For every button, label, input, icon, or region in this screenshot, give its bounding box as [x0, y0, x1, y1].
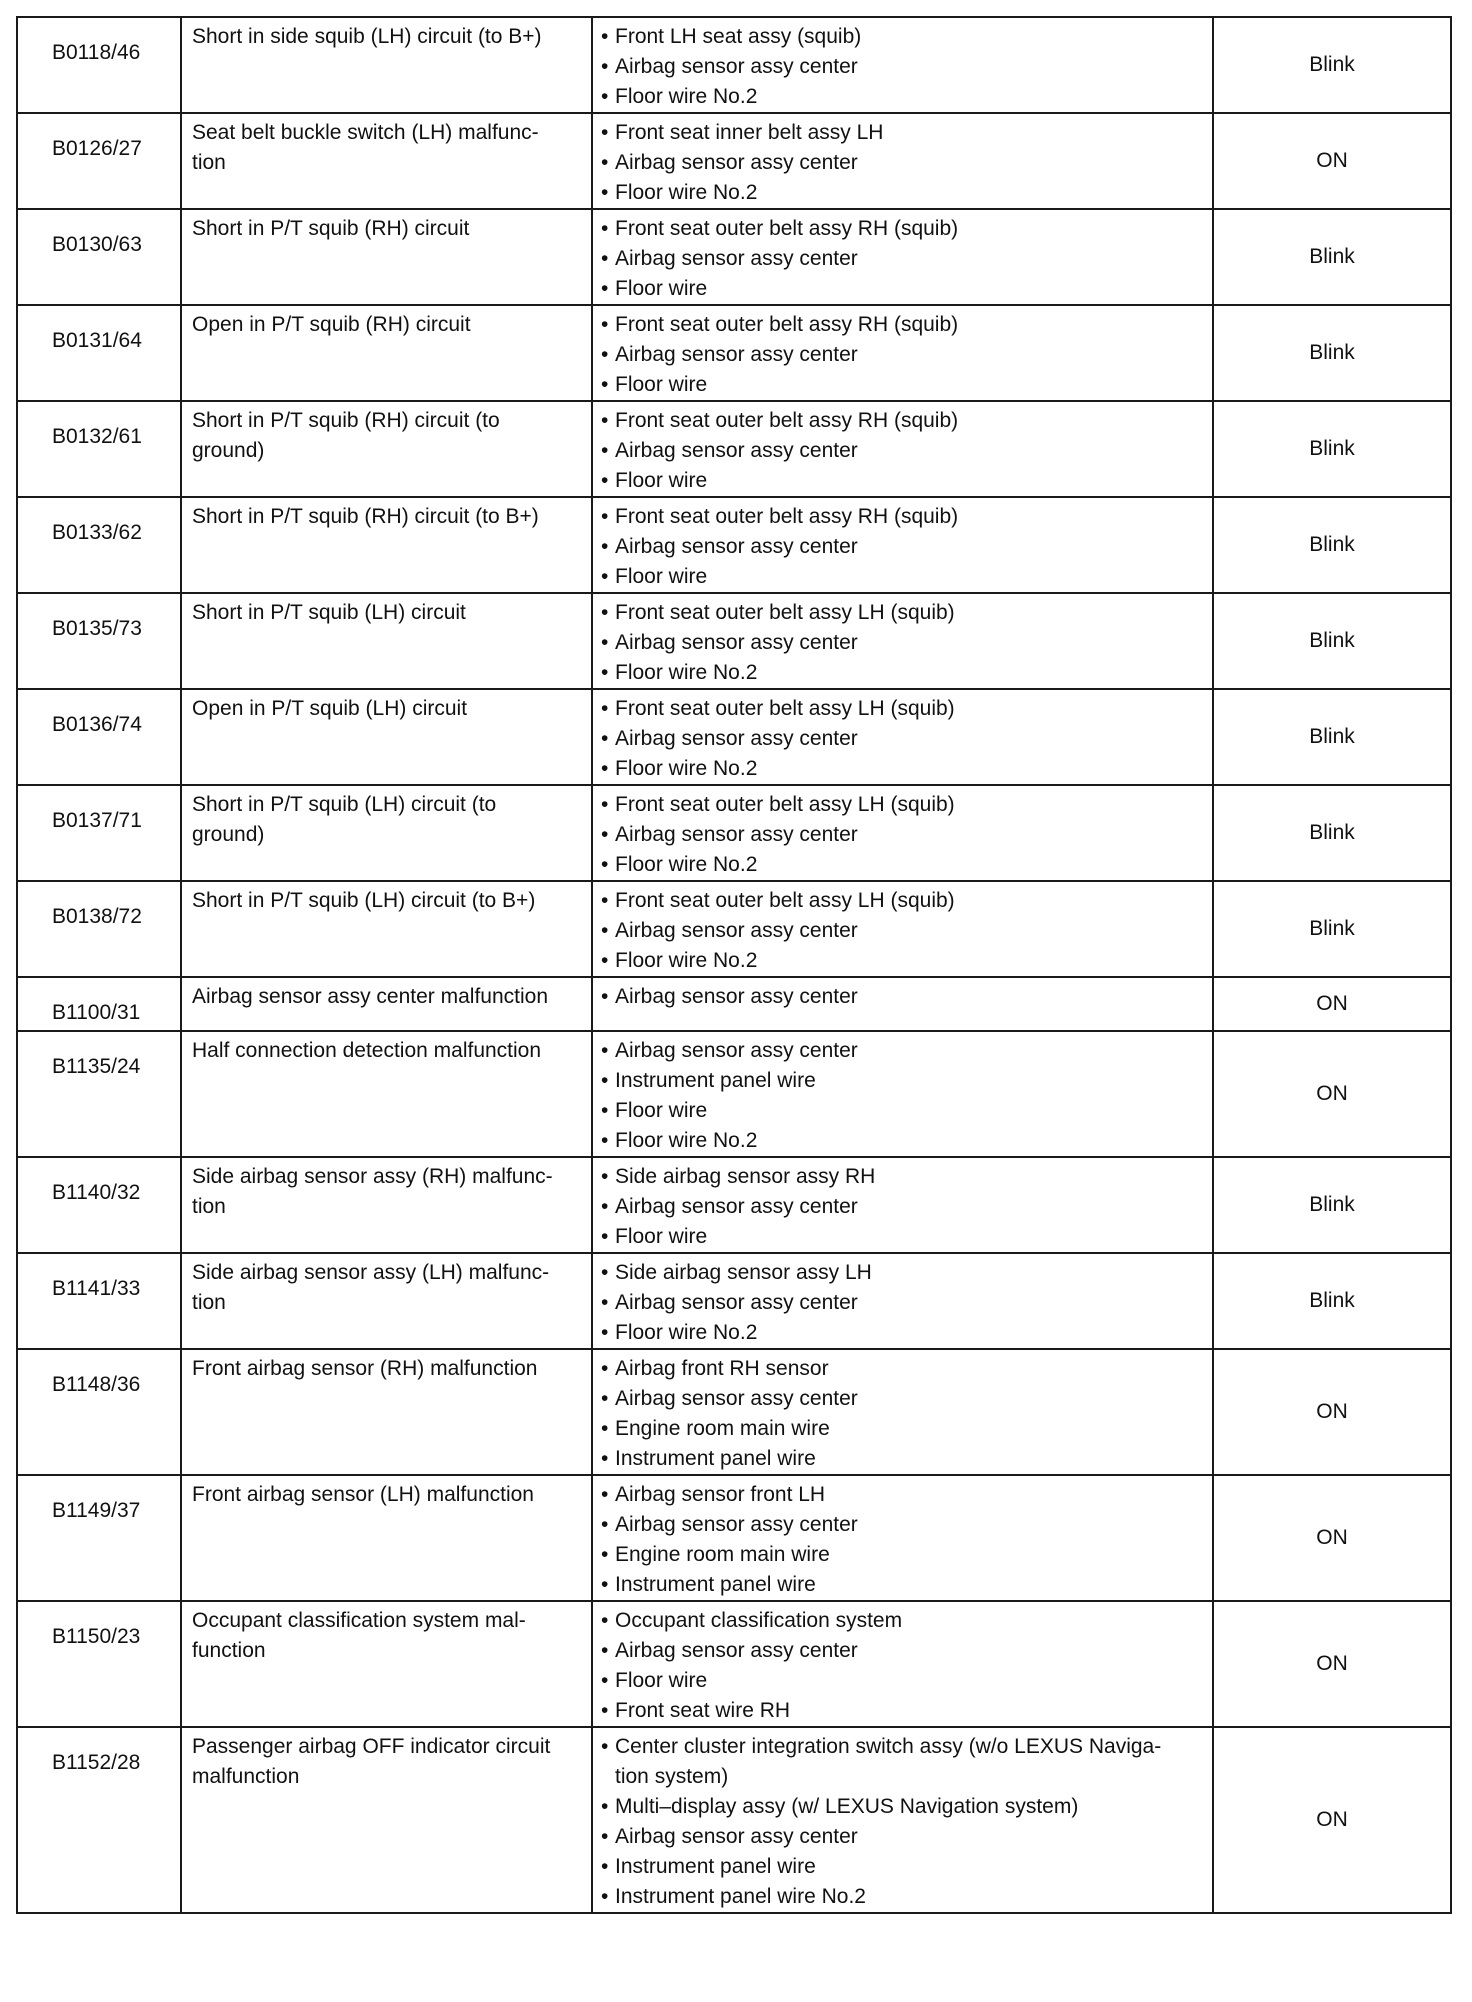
- trouble-area-item: • Floor wire No.2: [601, 658, 1204, 688]
- warning-light-cell: Blink: [1213, 497, 1451, 593]
- trouble-area-cell: [592, 593, 1213, 689]
- trouble-area-item: • Front seat outer belt assy LH (squib): [601, 886, 1204, 916]
- trouble-area-item: • Front LH seat assy (squib): [601, 22, 1204, 52]
- trouble-area-item: • Instrument panel wire: [601, 1066, 1204, 1096]
- warning-light-cell: Blink: [1213, 401, 1451, 497]
- warning-light-cell: Blink: [1213, 881, 1451, 977]
- trouble-area-item: • Airbag sensor assy center: [601, 1510, 1204, 1540]
- trouble-area-item: • Airbag sensor assy center: [601, 532, 1204, 562]
- trouble-area-item: • Front seat outer belt assy LH (squib): [601, 598, 1204, 628]
- trouble-area-list: [601, 214, 1204, 304]
- warning-light-cell: Blink: [1213, 689, 1451, 785]
- trouble-area-cell: [592, 209, 1213, 305]
- warning-light-cell: Blink: [1213, 209, 1451, 305]
- trouble-area-item: • Airbag sensor assy center: [601, 1036, 1204, 1066]
- dtc-code-cell: B0131/64: [17, 305, 181, 401]
- trouble-area-item: • Airbag sensor assy center: [601, 148, 1204, 178]
- table-row: [17, 1475, 1451, 1601]
- trouble-area-item: • Airbag front RH sensor: [601, 1354, 1204, 1384]
- warning-light-cell: Blink: [1213, 1157, 1451, 1253]
- trouble-area-item: • Airbag sensor assy center: [601, 52, 1204, 82]
- table-row: [17, 113, 1451, 209]
- dtc-code-cell: B1141/33: [17, 1253, 181, 1349]
- trouble-area-cell: [592, 785, 1213, 881]
- detection-item-cell: Occupant classification system mal- function: [181, 1601, 592, 1727]
- table-row: [17, 1601, 1451, 1727]
- trouble-area-list: [601, 1162, 1204, 1252]
- dtc-code-cell: B0118/46: [17, 17, 181, 113]
- table-row: [17, 497, 1451, 593]
- detection-item-cell: Open in P/T squib (LH) circuit: [181, 689, 592, 785]
- trouble-area-item: • Front seat outer belt assy LH (squib): [601, 694, 1204, 724]
- trouble-area-list: [601, 694, 1204, 784]
- trouble-area-list: [601, 790, 1204, 880]
- table-row: [17, 209, 1451, 305]
- detection-item-cell: Open in P/T squib (RH) circuit: [181, 305, 592, 401]
- warning-light-cell: ON: [1213, 1601, 1451, 1727]
- trouble-area-item: • Floor wire No.2: [601, 946, 1204, 976]
- dtc-code-cell: B0133/62: [17, 497, 181, 593]
- trouble-area-item: • Front seat inner belt assy LH: [601, 118, 1204, 148]
- trouble-area-item: • Front seat outer belt assy RH (squib): [601, 502, 1204, 532]
- trouble-area-cell: [592, 1157, 1213, 1253]
- trouble-area-item: • Center cluster integration switch assy (w/o LEXUS Naviga- tion system): [601, 1732, 1204, 1792]
- table-row: [17, 1349, 1451, 1475]
- trouble-area-item: • Front seat outer belt assy LH (squib): [601, 790, 1204, 820]
- table-row: [17, 1157, 1451, 1253]
- warning-light-cell: Blink: [1213, 785, 1451, 881]
- dtc-code-cell: B0138/72: [17, 881, 181, 977]
- dtc-code-cell: B1149/37: [17, 1475, 181, 1601]
- trouble-area-item: • Floor wire No.2: [601, 1318, 1204, 1348]
- trouble-area-item: • Engine room main wire: [601, 1414, 1204, 1444]
- trouble-area-item: • Airbag sensor front LH: [601, 1480, 1204, 1510]
- trouble-area-item: • Front seat wire RH: [601, 1696, 1204, 1726]
- trouble-area-item: • Floor wire No.2: [601, 178, 1204, 208]
- trouble-area-list: [601, 1258, 1204, 1348]
- warning-light-cell: ON: [1213, 977, 1451, 1031]
- trouble-area-cell: [592, 1031, 1213, 1157]
- detection-item-cell: Short in P/T squib (LH) circuit (to ground): [181, 785, 592, 881]
- detection-item-cell: Seat belt buckle switch (LH) malfunc- tion: [181, 113, 592, 209]
- dtc-table: [16, 16, 1452, 1914]
- detection-item-cell: Front airbag sensor (RH) malfunction: [181, 1349, 592, 1475]
- table-row: [17, 977, 1451, 1031]
- trouble-area-item: • Floor wire: [601, 1222, 1204, 1252]
- table-row: [17, 881, 1451, 977]
- trouble-area-cell: [592, 1727, 1213, 1913]
- trouble-area-cell: [592, 497, 1213, 593]
- dtc-code-cell: B1100/31: [17, 977, 181, 1031]
- detection-item-cell: Airbag sensor assy center malfunction: [181, 977, 592, 1031]
- warning-light-cell: ON: [1213, 113, 1451, 209]
- trouble-area-item: • Airbag sensor assy center: [601, 1636, 1204, 1666]
- trouble-area-item: • Floor wire: [601, 1666, 1204, 1696]
- trouble-area-cell: [592, 1475, 1213, 1601]
- detection-item-cell: Side airbag sensor assy (RH) malfunc- tion: [181, 1157, 592, 1253]
- trouble-area-list: [601, 22, 1204, 112]
- detection-item-cell: Short in P/T squib (LH) circuit (to B+): [181, 881, 592, 977]
- detection-item-cell: Side airbag sensor assy (LH) malfunc- tion: [181, 1253, 592, 1349]
- trouble-area-item: • Engine room main wire: [601, 1540, 1204, 1570]
- trouble-area-cell: [592, 1601, 1213, 1727]
- trouble-area-item: • Airbag sensor assy center: [601, 244, 1204, 274]
- dtc-code-cell: B1140/32: [17, 1157, 181, 1253]
- trouble-area-item: • Occupant classification system: [601, 1606, 1204, 1636]
- trouble-area-list: [601, 406, 1204, 496]
- dtc-code-cell: B0136/74: [17, 689, 181, 785]
- warning-light-cell: ON: [1213, 1031, 1451, 1157]
- trouble-area-cell: [592, 113, 1213, 209]
- trouble-area-item: • Airbag sensor assy center: [601, 1288, 1204, 1318]
- table-row: [17, 401, 1451, 497]
- trouble-area-cell: [592, 401, 1213, 497]
- trouble-area-list: [601, 1036, 1204, 1156]
- trouble-area-item: • Airbag sensor assy center: [601, 1192, 1204, 1222]
- trouble-area-item: • Airbag sensor assy center: [601, 982, 1204, 1012]
- trouble-area-item: • Instrument panel wire No.2: [601, 1882, 1204, 1912]
- detection-item-cell: Short in P/T squib (RH) circuit (to ground): [181, 401, 592, 497]
- table-row: [17, 1031, 1451, 1157]
- trouble-area-item: • Airbag sensor assy center: [601, 1822, 1204, 1852]
- warning-light-cell: ON: [1213, 1349, 1451, 1475]
- trouble-area-item: • Floor wire: [601, 562, 1204, 592]
- trouble-area-list: [601, 118, 1204, 208]
- trouble-area-item: • Floor wire: [601, 1096, 1204, 1126]
- dtc-table-body: [17, 17, 1451, 1913]
- table-row: [17, 785, 1451, 881]
- dtc-code-cell: B1135/24: [17, 1031, 181, 1157]
- trouble-area-list: [601, 1354, 1204, 1474]
- trouble-area-item: • Airbag sensor assy center: [601, 1384, 1204, 1414]
- dtc-code-cell: B0130/63: [17, 209, 181, 305]
- detection-item-cell: Short in P/T squib (RH) circuit (to B+): [181, 497, 592, 593]
- warning-light-cell: ON: [1213, 1475, 1451, 1601]
- trouble-area-item: • Side airbag sensor assy LH: [601, 1258, 1204, 1288]
- trouble-area-item: • Multi–display assy (w/ LEXUS Navigation system): [601, 1792, 1204, 1822]
- trouble-area-list: [601, 1480, 1204, 1600]
- trouble-area-cell: [592, 305, 1213, 401]
- trouble-area-item: • Instrument panel wire: [601, 1444, 1204, 1474]
- warning-light-cell: Blink: [1213, 305, 1451, 401]
- warning-light-cell: Blink: [1213, 17, 1451, 113]
- detection-item-cell: Half connection detection malfunction: [181, 1031, 592, 1157]
- trouble-area-item: • Floor wire No.2: [601, 82, 1204, 112]
- trouble-area-list: [601, 982, 1204, 1012]
- warning-light-cell: ON: [1213, 1727, 1451, 1913]
- dtc-code-cell: B0137/71: [17, 785, 181, 881]
- table-row: [17, 1253, 1451, 1349]
- dtc-code-cell: B0126/27: [17, 113, 181, 209]
- detection-item-cell: Short in P/T squib (LH) circuit: [181, 593, 592, 689]
- warning-light-cell: Blink: [1213, 593, 1451, 689]
- trouble-area-item: • Airbag sensor assy center: [601, 820, 1204, 850]
- trouble-area-item: • Floor wire: [601, 466, 1204, 496]
- trouble-area-item: • Front seat outer belt assy RH (squib): [601, 310, 1204, 340]
- trouble-area-list: [601, 502, 1204, 592]
- table-row: [17, 17, 1451, 113]
- trouble-area-item: • Airbag sensor assy center: [601, 916, 1204, 946]
- dtc-code-cell: B0132/61: [17, 401, 181, 497]
- trouble-area-list: [601, 310, 1204, 400]
- trouble-area-item: • Floor wire: [601, 274, 1204, 304]
- trouble-area-item: • Instrument panel wire: [601, 1570, 1204, 1600]
- dtc-code-cell: B0135/73: [17, 593, 181, 689]
- dtc-code-cell: B1148/36: [17, 1349, 181, 1475]
- trouble-area-item: • Floor wire No.2: [601, 850, 1204, 880]
- trouble-area-item: • Instrument panel wire: [601, 1852, 1204, 1882]
- trouble-area-item: • Floor wire No.2: [601, 1126, 1204, 1156]
- detection-item-cell: Front airbag sensor (LH) malfunction: [181, 1475, 592, 1601]
- table-row: [17, 1727, 1451, 1913]
- trouble-area-cell: [592, 977, 1213, 1031]
- trouble-area-list: [601, 1732, 1204, 1912]
- trouble-area-item: • Floor wire: [601, 370, 1204, 400]
- trouble-area-cell: [592, 881, 1213, 977]
- trouble-area-item: • Airbag sensor assy center: [601, 724, 1204, 754]
- trouble-area-cell: [592, 1349, 1213, 1475]
- trouble-area-item: • Front seat outer belt assy RH (squib): [601, 214, 1204, 244]
- trouble-area-list: [601, 1606, 1204, 1726]
- trouble-area-item: • Airbag sensor assy center: [601, 436, 1204, 466]
- warning-light-cell: Blink: [1213, 1253, 1451, 1349]
- trouble-area-item: • Front seat outer belt assy RH (squib): [601, 406, 1204, 436]
- trouble-area-list: [601, 886, 1204, 976]
- table-row: [17, 689, 1451, 785]
- trouble-area-list: [601, 598, 1204, 688]
- trouble-area-item: • Airbag sensor assy center: [601, 628, 1204, 658]
- trouble-area-item: • Airbag sensor assy center: [601, 340, 1204, 370]
- trouble-area-item: • Floor wire No.2: [601, 754, 1204, 784]
- dtc-code-cell: B1152/28: [17, 1727, 181, 1913]
- trouble-area-cell: [592, 689, 1213, 785]
- dtc-code-cell: B1150/23: [17, 1601, 181, 1727]
- detection-item-cell: Short in P/T squib (RH) circuit: [181, 209, 592, 305]
- table-row: [17, 305, 1451, 401]
- trouble-area-cell: [592, 17, 1213, 113]
- detection-item-cell: Short in side squib (LH) circuit (to B+): [181, 17, 592, 113]
- trouble-area-item: • Side airbag sensor assy RH: [601, 1162, 1204, 1192]
- detection-item-cell: Passenger airbag OFF indicator circuit malfunction: [181, 1727, 592, 1913]
- table-row: [17, 593, 1451, 689]
- trouble-area-cell: [592, 1253, 1213, 1349]
